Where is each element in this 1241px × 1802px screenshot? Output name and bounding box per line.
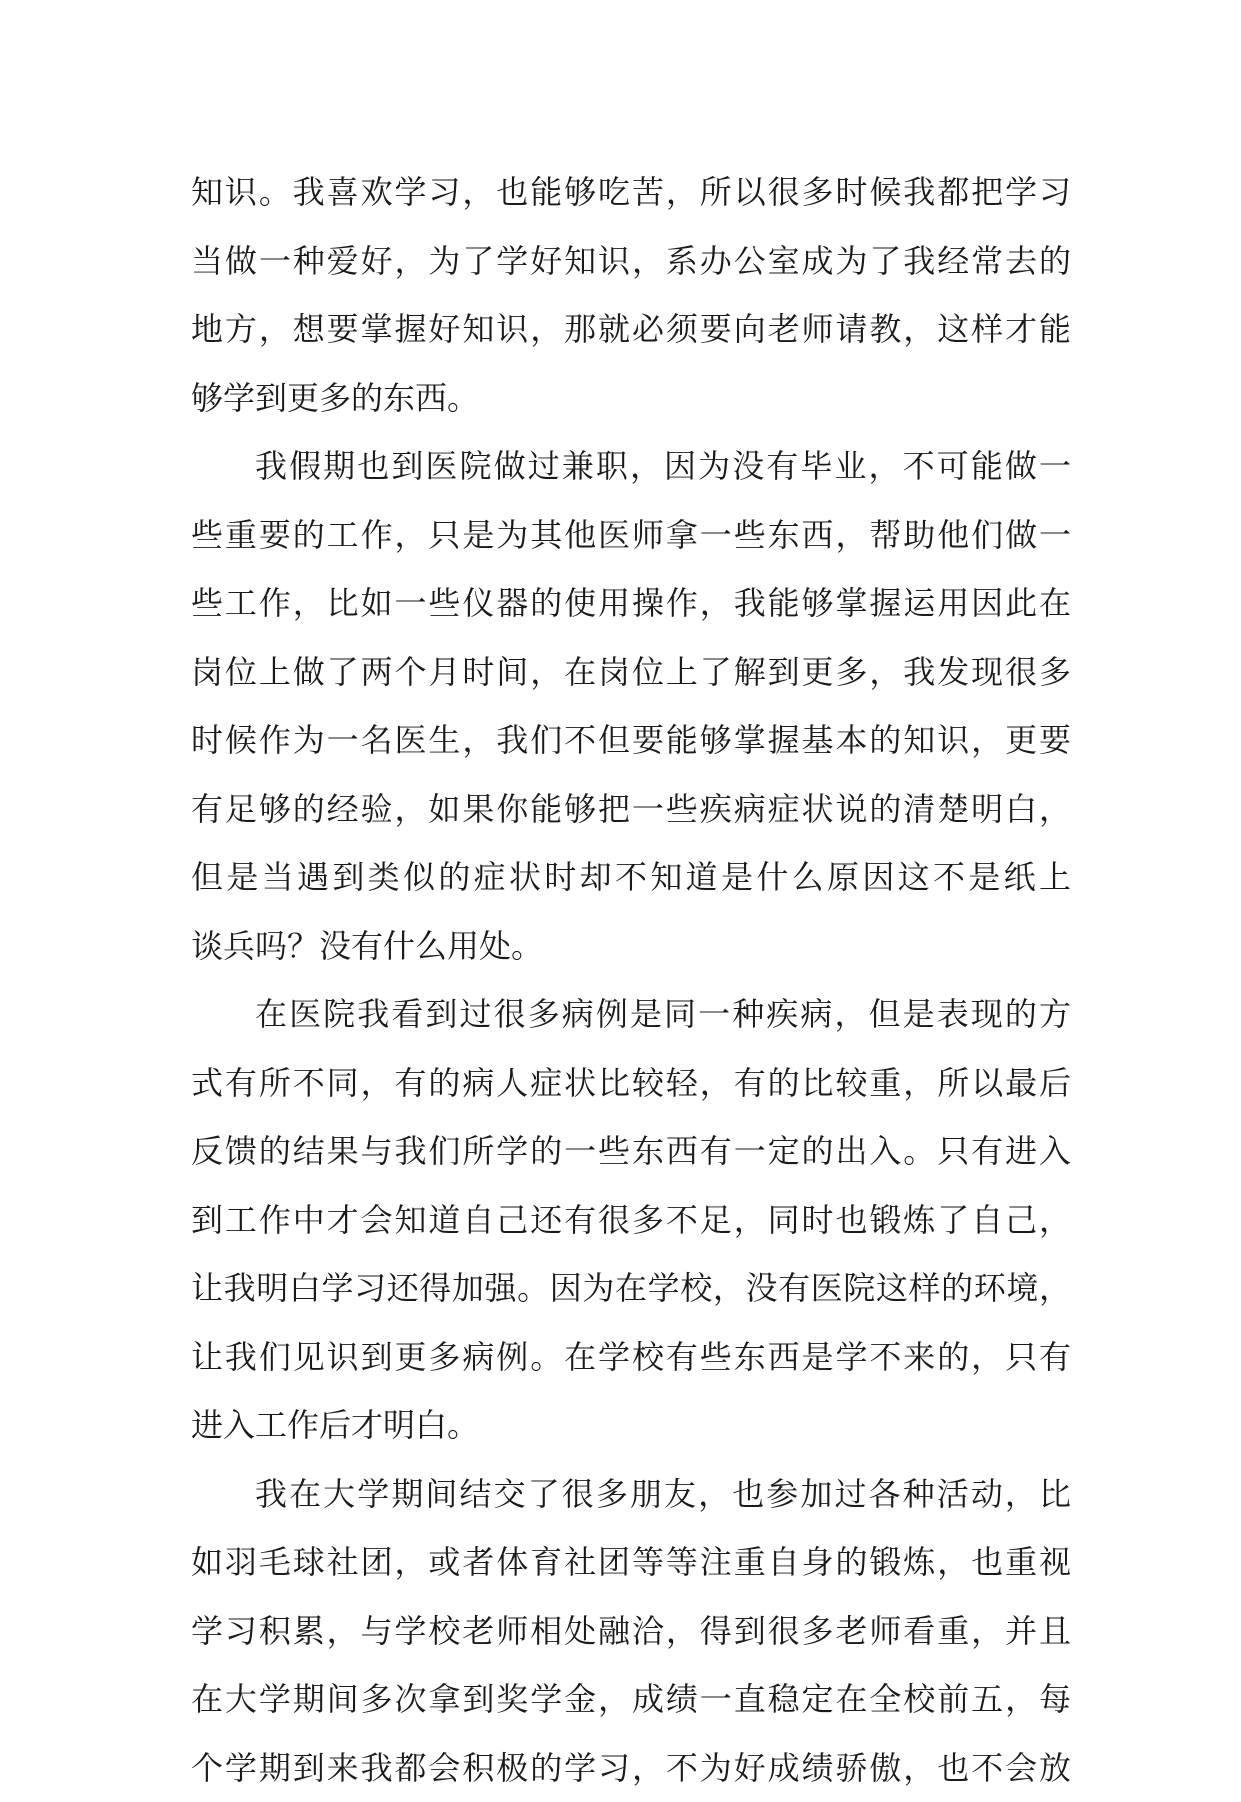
- text-line: 让我明白学习还得加强。因为在学校，没有医院这样的环境，: [191, 1254, 1071, 1323]
- text-line: 当做一种爱好，为了学好知识，系办公室成为了我经常去的: [191, 227, 1071, 296]
- text-line: 些重要的工作，只是为其他医师拿一些东西，帮助他们做一: [191, 501, 1071, 570]
- text-line: 如羽毛球社团，或者体育社团等等注重自身的锻炼，也重视: [191, 1528, 1071, 1597]
- text-line: 学习积累，与学校老师相处融洽，得到很多老师看重，并且: [191, 1597, 1071, 1666]
- text-line: 我在大学期间结交了很多朋友，也参加过各种活动，比: [191, 1460, 1071, 1529]
- document-body: [191, 158, 1071, 1802]
- text-line: 知识。我喜欢学习，也能够吃苦，所以很多时候我都把学习: [191, 158, 1071, 227]
- text-line: 有足够的经验，如果你能够把一些疾病症状说的清楚明白，: [191, 775, 1071, 844]
- text-line: 反馈的结果与我们所学的一些东西有一定的出入。只有进入: [191, 1117, 1071, 1186]
- text-line: 地方，想要掌握好知识，那就必须要向老师请教，这样才能: [191, 295, 1071, 364]
- text-line: 在大学期间多次拿到奖学金，成绩一直稳定在全校前五，每: [191, 1665, 1071, 1734]
- paragraph-1: [191, 158, 1071, 432]
- text-line: 我假期也到医院做过兼职，因为没有毕业，不可能做一: [191, 432, 1071, 501]
- text-line: 岗位上做了两个月时间，在岗位上了解到更多，我发现很多: [191, 638, 1071, 707]
- paragraph-3: [191, 980, 1071, 1460]
- text-line: 但是当遇到类似的症状时却不知道是什么原因这不是纸上: [191, 843, 1071, 912]
- text-line: 式有所不同，有的病人症状比较轻，有的比较重，所以最后: [191, 1049, 1071, 1118]
- text-line: 些工作，比如一些仪器的使用操作，我能够掌握运用因此在: [191, 569, 1071, 638]
- text-line: 时候作为一名医生，我们不但要能够掌握基本的知识，更要: [191, 706, 1071, 775]
- paragraph-2: [191, 432, 1071, 980]
- text-line: 个学期到来我都会积极的学习，不为好成绩骄傲，也不会放: [191, 1734, 1071, 1802]
- text-line: 谈兵吗？没有什么用处。: [191, 912, 1071, 981]
- paragraph-4: [191, 1460, 1071, 1802]
- text-line: 让我们见识到更多病例。在学校有些东西是学不来的，只有: [191, 1323, 1071, 1392]
- text-line: 够学到更多的东西。: [191, 364, 1071, 433]
- text-line: 在医院我看到过很多病例是同一种疾病，但是表现的方: [191, 980, 1071, 1049]
- text-line: 进入工作后才明白。: [191, 1391, 1071, 1460]
- text-line: 到工作中才会知道自己还有很多不足，同时也锻炼了自己，: [191, 1186, 1071, 1255]
